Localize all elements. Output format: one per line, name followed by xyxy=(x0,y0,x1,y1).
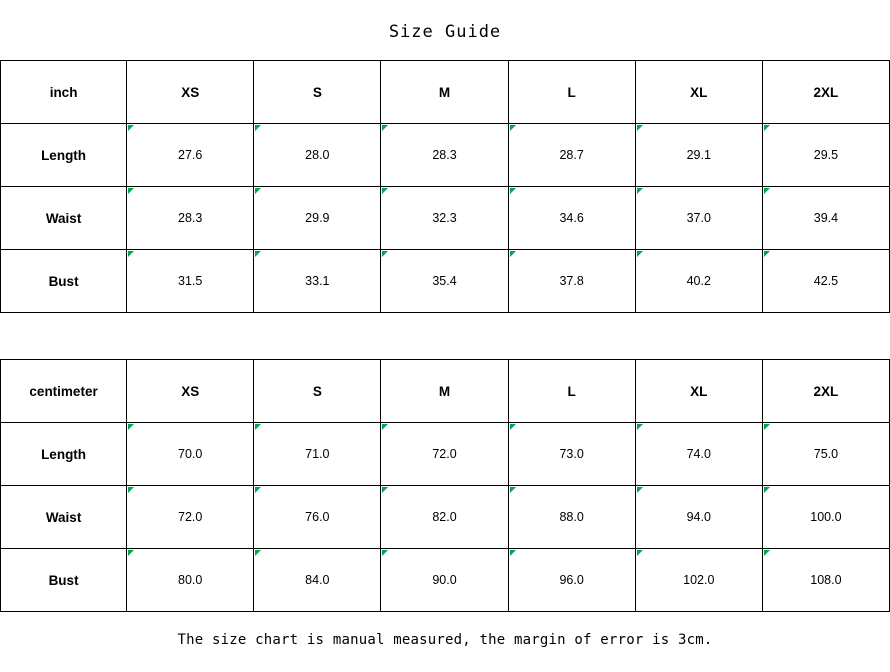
cell-cm-length-xl: 74.0 xyxy=(635,423,762,486)
measurement-disclaimer: The size chart is manual measured, the margin of error is 3cm. xyxy=(177,632,713,648)
cell-inch-waist-s: 29.9 xyxy=(254,187,381,250)
column-header-s: S xyxy=(254,61,381,124)
row-label-waist: Waist xyxy=(1,187,127,250)
cell-cm-waist-s: 76.0 xyxy=(254,486,381,549)
cell-inch-bust-xs: 31.5 xyxy=(127,250,254,313)
cell-cm-length-xs: 70.0 xyxy=(127,423,254,486)
cell-inch-length-xs: 27.6 xyxy=(127,124,254,187)
cell-inch-length-s: 28.0 xyxy=(254,124,381,187)
column-header-s: S xyxy=(254,360,381,423)
cell-inch-bust-l: 37.8 xyxy=(508,250,635,313)
table-row xyxy=(1,549,890,612)
column-header-m: M xyxy=(381,61,508,124)
cell-inch-length-xl: 29.1 xyxy=(635,124,762,187)
table-row xyxy=(1,486,890,549)
cell-cm-waist-2xl: 100.0 xyxy=(762,486,889,549)
size-table-inch xyxy=(0,60,890,313)
cell-inch-length-m: 28.3 xyxy=(381,124,508,187)
row-label-length: Length xyxy=(1,423,127,486)
cell-cm-bust-2xl: 108.0 xyxy=(762,549,889,612)
column-header-m: M xyxy=(381,360,508,423)
unit-label-inch: inch xyxy=(1,61,127,124)
cell-cm-waist-xs: 72.0 xyxy=(127,486,254,549)
cell-inch-waist-xl: 37.0 xyxy=(635,187,762,250)
page-title: Size Guide xyxy=(388,22,502,42)
cell-cm-bust-l: 96.0 xyxy=(508,549,635,612)
column-header-2xl: 2XL xyxy=(762,61,889,124)
cell-inch-bust-xl: 40.2 xyxy=(635,250,762,313)
column-header-xs: XS xyxy=(127,61,254,124)
row-label-bust: Bust xyxy=(1,549,127,612)
cell-inch-bust-m: 35.4 xyxy=(381,250,508,313)
unit-label-centimeter: centimeter xyxy=(1,360,127,423)
cell-cm-bust-xs: 80.0 xyxy=(127,549,254,612)
cell-inch-waist-l: 34.6 xyxy=(508,187,635,250)
cell-cm-bust-xl: 102.0 xyxy=(635,549,762,612)
column-header-2xl: 2XL xyxy=(762,360,889,423)
cell-inch-bust-s: 33.1 xyxy=(254,250,381,313)
row-label-waist: Waist xyxy=(1,486,127,549)
cell-inch-length-l: 28.7 xyxy=(508,124,635,187)
cell-cm-waist-m: 82.0 xyxy=(381,486,508,549)
row-label-length: Length xyxy=(1,124,127,187)
cell-inch-waist-m: 32.3 xyxy=(381,187,508,250)
table-header-row xyxy=(1,360,890,423)
table-row xyxy=(1,124,890,187)
cell-cm-waist-l: 88.0 xyxy=(508,486,635,549)
table-header-row xyxy=(1,61,890,124)
column-header-xs: XS xyxy=(127,360,254,423)
size-table-centimeter xyxy=(0,359,890,612)
row-label-bust: Bust xyxy=(1,250,127,313)
cell-cm-bust-m: 90.0 xyxy=(381,549,508,612)
cell-inch-length-2xl: 29.5 xyxy=(762,124,889,187)
cell-inch-waist-2xl: 39.4 xyxy=(762,187,889,250)
table-row xyxy=(1,187,890,250)
column-header-xl: XL xyxy=(635,360,762,423)
table-row xyxy=(1,423,890,486)
cell-cm-length-m: 72.0 xyxy=(381,423,508,486)
cell-cm-length-2xl: 75.0 xyxy=(762,423,889,486)
cell-cm-bust-s: 84.0 xyxy=(254,549,381,612)
cell-cm-length-s: 71.0 xyxy=(254,423,381,486)
cell-cm-length-l: 73.0 xyxy=(508,423,635,486)
cell-inch-bust-2xl: 42.5 xyxy=(762,250,889,313)
column-header-l: L xyxy=(508,61,635,124)
cell-inch-waist-xs: 28.3 xyxy=(127,187,254,250)
table-divider xyxy=(0,313,890,359)
cell-cm-waist-xl: 94.0 xyxy=(635,486,762,549)
column-header-l: L xyxy=(508,360,635,423)
table-row xyxy=(1,250,890,313)
column-header-xl: XL xyxy=(635,61,762,124)
